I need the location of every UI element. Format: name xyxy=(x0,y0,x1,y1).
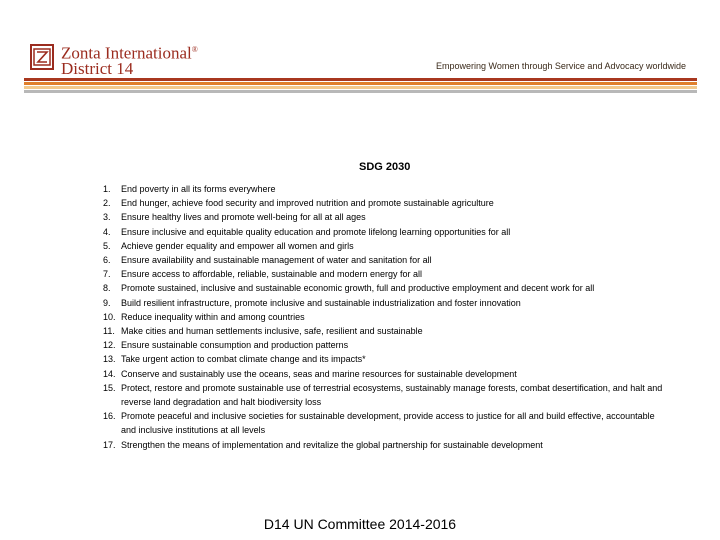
goal-number: 3. xyxy=(103,212,111,223)
goal-number: 1. xyxy=(103,184,111,194)
goal-number: 9. xyxy=(103,297,111,308)
goal-text: End hunger, achieve food security and improved nutrition and promote sustainable agriculture xyxy=(121,198,494,209)
goal-number: 16. xyxy=(103,411,116,422)
goal-item xyxy=(103,182,663,196)
header-stripes xyxy=(24,78,697,94)
stripe xyxy=(24,90,697,93)
registered-mark: ® xyxy=(191,45,198,54)
goal-text: Conserve and sustainably use the oceans, seas and marine resources for sustainable development xyxy=(121,368,517,379)
goal-number: 11. xyxy=(103,326,115,337)
goal-number: 13. xyxy=(103,354,116,365)
goal-text: Ensure availability and sustainable management of water and sanitation for all xyxy=(121,255,432,266)
goal-list xyxy=(103,182,663,452)
goal-number: 10. xyxy=(103,311,116,322)
page-title: SDG 2030 xyxy=(359,161,411,173)
goal-text: Achieve gender equality and empower all women and girls xyxy=(121,240,354,251)
stripe xyxy=(24,82,697,85)
goal-item xyxy=(103,225,663,239)
zonta-logo-icon xyxy=(30,44,54,70)
goal-number: 8. xyxy=(103,283,111,294)
org-logo-text xyxy=(61,42,198,76)
goal-text: Make cities and human settlements inclusive, safe, resilient and sustainable xyxy=(121,326,423,337)
goal-text: Build resilient infrastructure, promote inclusive and sustainable industrialization and foster innovation xyxy=(121,297,521,308)
goal-number: 4. xyxy=(103,226,111,237)
goal-text: Take urgent action to combat climate change and its impacts* xyxy=(121,354,366,365)
goal-number: 12. xyxy=(103,340,116,351)
tagline: Empowering Women through Service and Advocacy worldwide xyxy=(436,61,686,71)
goal-number: 14. xyxy=(103,368,116,379)
goal-number: 5. xyxy=(103,240,111,251)
goal-text: Promote peaceful and inclusive societies for sustainable development, provide access to justice for all and build effective, accountable and inclusive institutions at all levels xyxy=(121,411,655,436)
goal-item xyxy=(103,381,663,409)
org-name: Zonta International xyxy=(61,43,192,63)
goal-item xyxy=(103,267,663,281)
goal-item xyxy=(103,367,663,381)
goal-text: Strengthen the means of implementation and revitalize the global partnership for sustainable development xyxy=(121,439,543,450)
goal-item xyxy=(103,438,663,452)
goal-item xyxy=(103,324,663,338)
goal-number: 17. xyxy=(103,439,116,450)
goal-item xyxy=(103,338,663,352)
goal-number: 7. xyxy=(103,269,111,280)
goal-text: Ensure healthy lives and promote well-being for all at all ages xyxy=(121,212,366,223)
zonta-emblem-icon xyxy=(32,46,52,68)
goal-text: Promote sustained, inclusive and sustainable economic growth, full and productive employment and decent work for all xyxy=(121,283,595,294)
goal-text: Reduce inequality within and among countries xyxy=(121,311,305,322)
stripe xyxy=(24,86,697,89)
goal-item xyxy=(103,409,663,437)
goal-item xyxy=(103,253,663,267)
district-name: District 14 xyxy=(61,58,134,78)
goal-item xyxy=(103,281,663,295)
goal-item xyxy=(103,196,663,210)
goal-item xyxy=(103,210,663,224)
goal-text: Ensure inclusive and equitable quality education and promote lifelong learning opportunities for all xyxy=(121,226,511,237)
goal-number: 2. xyxy=(103,198,111,209)
goal-text: Ensure sustainable consumption and production patterns xyxy=(121,340,349,351)
goal-item xyxy=(103,296,663,310)
goal-text: End poverty in all its forms everywhere xyxy=(121,184,276,194)
goal-number: 15. xyxy=(103,382,116,393)
goal-item xyxy=(103,352,663,366)
stripe xyxy=(24,78,697,81)
goal-text: Ensure access to affordable, reliable, sustainable and modern energy for all xyxy=(121,269,423,280)
goal-number: 6. xyxy=(103,255,111,266)
goal-item xyxy=(103,239,663,253)
goal-text: Protect, restore and promote sustainable use of terrestrial ecosystems, sustainably manage forests, combat desertification, and halt and reverse land degradation and halt biodiversity loss xyxy=(121,382,663,408)
footer-text: D14 UN Committee 2014-2016 xyxy=(263,516,457,532)
goal-item xyxy=(103,310,663,324)
